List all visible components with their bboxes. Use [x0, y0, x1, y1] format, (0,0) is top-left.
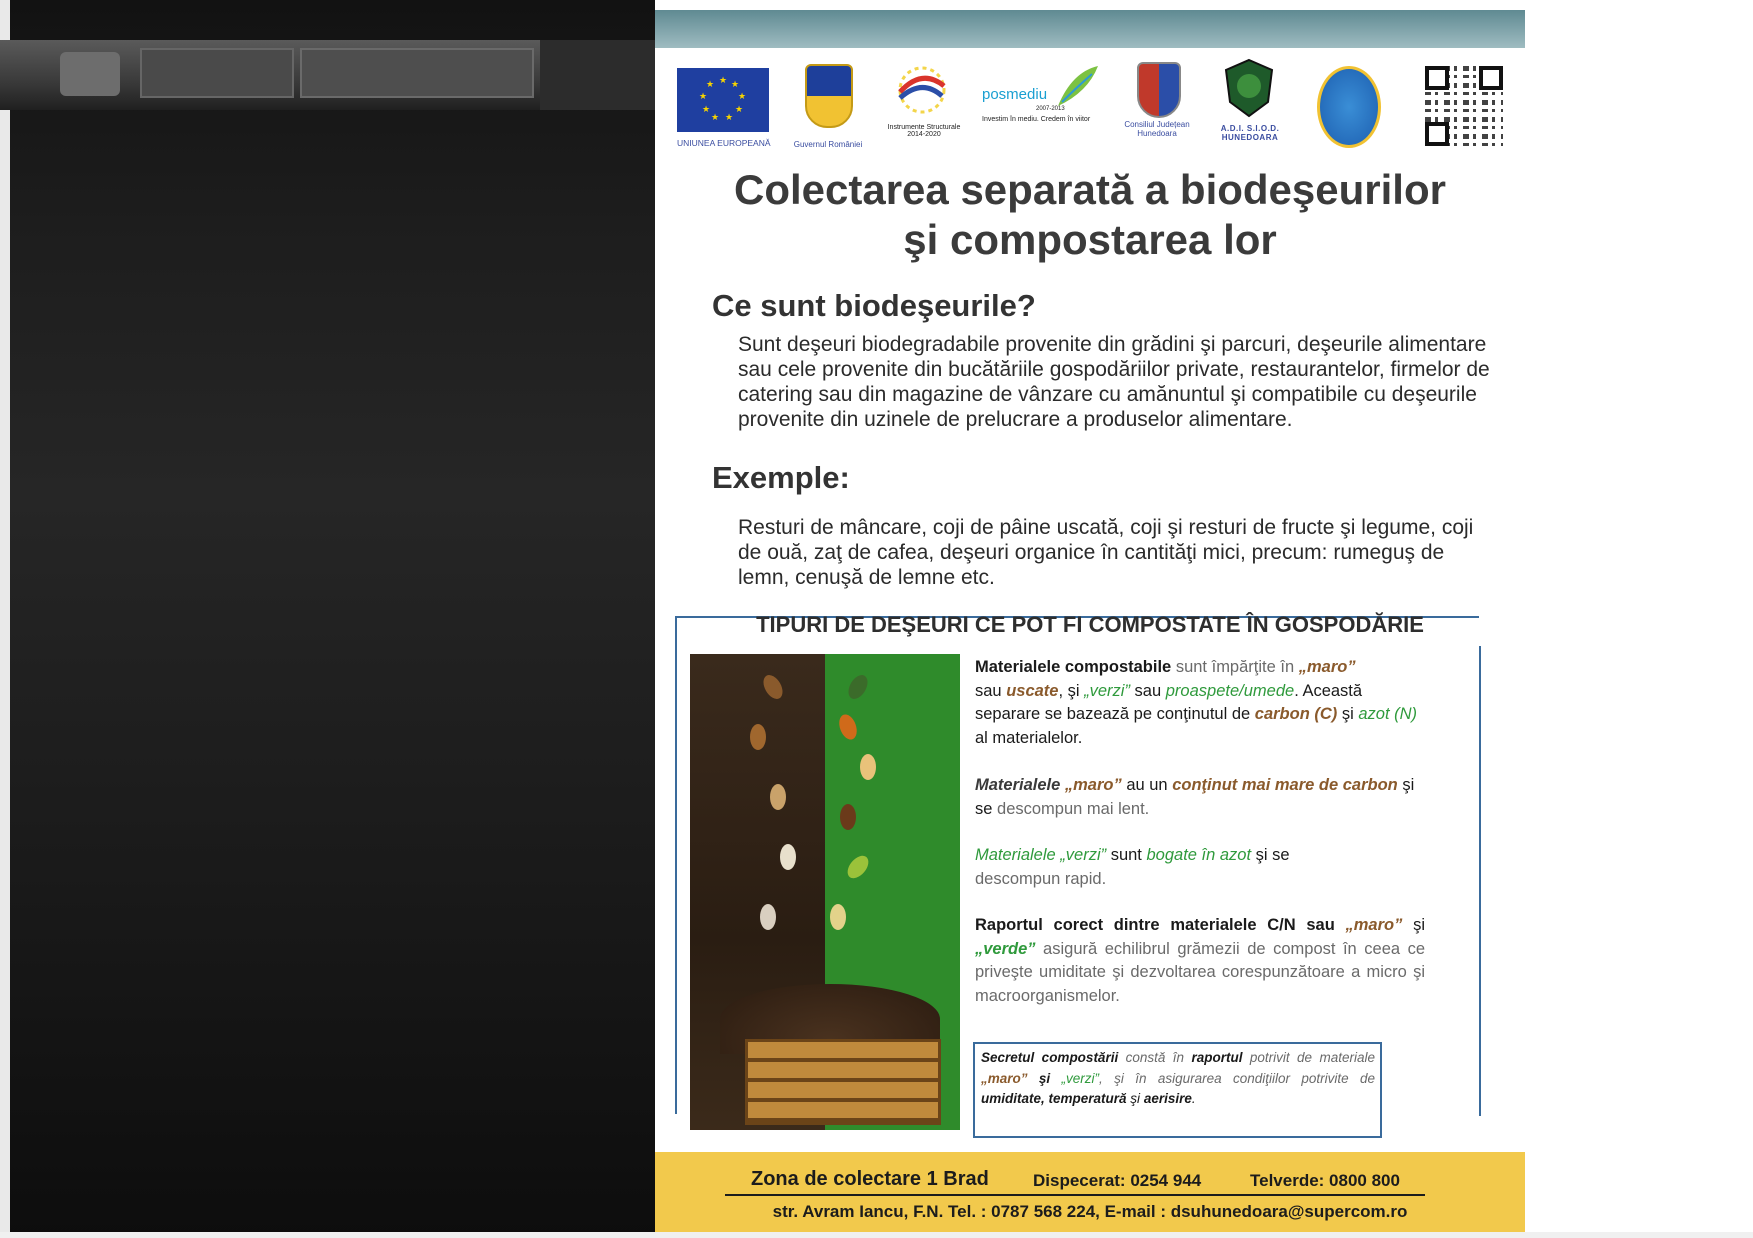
poster-top-bar [655, 10, 1525, 48]
text-span: sunt [1106, 846, 1147, 864]
text-span: . Această separare se bazează pe conţinutul de [975, 681, 1363, 723]
text-maro: „maro” [1345, 916, 1403, 934]
posmediu-slogan: Investim în mediu. Credem în viitor [982, 116, 1091, 123]
text-bold: raportul [1191, 1050, 1243, 1065]
consiliu-caption: Consiliul Județean Hunedoara [1124, 120, 1190, 138]
text-verzi: Materialele „verzi” [975, 846, 1107, 864]
text-verzi: „verzi” [1084, 681, 1130, 700]
poster [655, 10, 1525, 1232]
examples-text: Resturi de mâncare, coji de pâine uscată, coji şi resturi de fructe şi legume, coji de ouă, zaţ de cafea, deşeuri organice în cantităţi mici, precum: rumeguş de lemn, cenuşă de lemne etc. [738, 516, 1474, 589]
straw-icon [770, 784, 786, 810]
paper-icon [780, 844, 796, 870]
grass-icon [830, 904, 846, 930]
text-span: descompun rapid. [975, 869, 1107, 888]
text-azot: azot (N) [1358, 705, 1418, 723]
posmediu-leaf-icon [1052, 62, 1102, 110]
hunedoara-coat-of-arms-icon [1137, 62, 1181, 118]
compostable-types-heading: TIPURI DE DEŞEURI CE POT FI COMPOSTATE ÎN GOSPODĂRIE [756, 612, 1424, 637]
scan-bottom-edge [0, 1232, 1753, 1238]
footer [655, 1152, 1525, 1232]
text-verde: „verde” [975, 939, 1036, 958]
qr-code-icon [1425, 66, 1503, 146]
text-span: şi se [975, 776, 1415, 818]
text-span: şi [1337, 705, 1359, 723]
instrumente-swirl-icon [892, 62, 952, 118]
text-azot-rich: bogate în azot [1146, 846, 1252, 864]
text-uscate: uscate [1006, 681, 1059, 700]
scanner-background [0, 0, 655, 1238]
footer-address: str. Avram Iancu, F.N. Tel. : 0787 568 224, E-mail : dsuhunedoara@supercom.ro [772, 1202, 1408, 1221]
brown-materials-text [975, 774, 1425, 821]
text-span: . [1191, 1091, 1196, 1106]
text-bold: aerisire [1143, 1091, 1192, 1106]
text-bold: Raportul corect dintre materialele C/N sau [975, 916, 1346, 934]
text-span: descompun mai lent. [997, 799, 1150, 818]
posmediu-name: posmediu [982, 86, 1048, 103]
guvern-caption: Guvernul României [793, 140, 863, 149]
text-carbon: carbon (C) [1254, 705, 1338, 723]
scanner-panel [300, 48, 534, 98]
text-span: sau [1129, 681, 1166, 700]
text-span: sau [975, 681, 1007, 700]
text-verzi: „verzi” [1061, 1070, 1099, 1086]
text-span: şi se [1251, 846, 1290, 864]
scan-edge [0, 0, 10, 1238]
text-maro: „maro” [1060, 776, 1122, 794]
collection-zone: Zona de colectare 1 Brad [751, 1168, 989, 1190]
text-bold: Materialele compostabile [975, 658, 1172, 676]
compostable-materials-text [975, 656, 1425, 750]
text-span: au un [1121, 776, 1173, 794]
scanner-ledge [0, 40, 655, 110]
title-line-2: şi compostarea lor [903, 216, 1277, 263]
text-span: potrivit de materiale [1242, 1050, 1375, 1065]
compost-secret-box [973, 1042, 1382, 1138]
scanner-knob [60, 52, 120, 96]
text-bold: şi [1027, 1070, 1062, 1086]
logos-row [677, 58, 1507, 158]
coffee-grounds-icon [840, 804, 856, 830]
cardboard-icon [760, 904, 776, 930]
text-span: şi [1402, 916, 1425, 934]
eggshell-icon [860, 754, 876, 780]
footer-underline [725, 1194, 1425, 1196]
text-span: şi [1126, 1091, 1144, 1106]
green-materials-text [975, 844, 1425, 891]
text-proaspete: proaspete/umede [1165, 681, 1295, 700]
scanner-panel [140, 48, 294, 98]
compost-bin-icon [745, 1039, 941, 1125]
title-line-1: Colectarea separată a biodeşeurilor [734, 166, 1446, 213]
text-carbon-content: conţinut mai mare de carbon [1172, 776, 1398, 794]
compost-illustration [690, 654, 960, 1130]
text-span: constă în [1118, 1050, 1192, 1065]
eu-caption: UNIUNEA EUROPEANĂ [677, 138, 771, 148]
text-span: , şi în asigurarea condiţiilor potrivite de [1099, 1070, 1375, 1086]
text-span: sunt împărţite în [1171, 658, 1299, 676]
text-span: , şi [1058, 681, 1085, 700]
instrumente-caption: Instrumente Structurale 2014-2020 [887, 124, 961, 138]
examples-heading: Exemple: [712, 460, 850, 495]
footer-row-1 [655, 1168, 1525, 1194]
eu-flag-icon: ★ ★ ★ ★ ★ ★ ★ ★ ★ [677, 68, 769, 132]
green-line-phone: Telverde: 0800 800 [1250, 1171, 1400, 1190]
twig-icon [750, 724, 766, 750]
text-span: al materialelor. [975, 728, 1083, 747]
romania-coat-of-arms-icon [805, 64, 853, 128]
dispatcher-phone: Dispecerat: 0254 944 [1033, 1171, 1202, 1190]
scanner-panel [540, 40, 655, 110]
text-span: asigură echilibrul grămezii de compost în ceea ce priveşte umiditate şi dezvoltarea corespunzătoare a micro şi macroorganismelor. [975, 939, 1425, 1005]
page-title [695, 165, 1485, 265]
text-bold: Secretul compostării [981, 1050, 1119, 1065]
text-span: Materialele [975, 776, 1061, 794]
text-maro: „maro” [1298, 658, 1356, 676]
text-maro: „maro” [981, 1070, 1028, 1086]
ratio-text [975, 914, 1425, 1008]
what-are-biowaste-text: Sunt deşeuri biodegradabile provenite din grădini şi parcuri, deşeurile alimentare sau cele provenite din bucătăriile gospodăriilor private, restaurantelor, firmelor de catering sau din magazine de vânzare cu amănuntul şi compatibile cu deşeurile provenite din uzinele de prelucrare a produselor alimentare. [738, 333, 1490, 431]
frame-right-line [1479, 646, 1481, 1116]
adi-caption: A.D.I. S.I.O.D. HUNEDOARA [1220, 124, 1280, 142]
what-are-biowaste-heading: Ce sunt biodeşeurile? [712, 288, 1036, 323]
adi-shield-icon [1222, 58, 1276, 118]
posmediu-years: 2007-2013 [1036, 106, 1065, 112]
text-bold: umiditate, temperatură [981, 1091, 1127, 1106]
supercom-emblem-icon [1317, 66, 1381, 148]
